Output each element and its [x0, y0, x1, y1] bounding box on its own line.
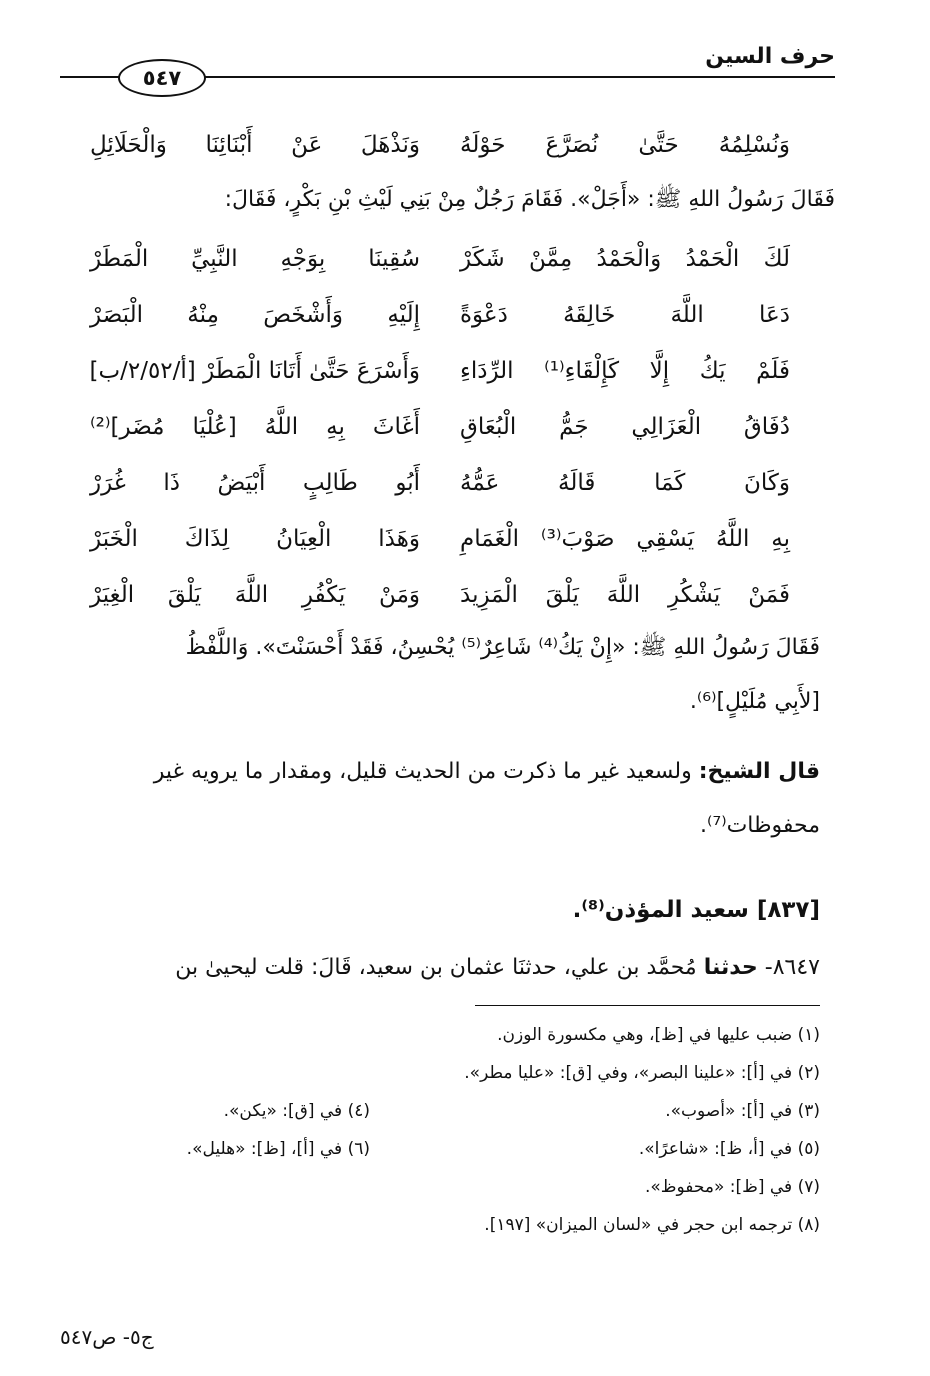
verse-hemistich-right: وَكَانَ كَمَا قَالَهُ عَمُّهُ	[460, 470, 790, 496]
hadith-paragraph	[55, 948, 820, 988]
verse	[90, 460, 790, 506]
page-number: ٥٤٧	[118, 59, 206, 97]
footnote: (٤) في [ق]: «يكن».	[223, 1101, 370, 1121]
verse-hemistich-right: لَكَ الْحَمْدُ وَالْحَمْدُ مِمَّنْ شَكَرْ	[460, 246, 790, 272]
verse	[90, 348, 790, 394]
hadith-label: حدثنا	[703, 955, 758, 980]
verse-hemistich-left: سُقِينَا بِوَجْهِ النَّبِيِّ الْمَطَرْ	[90, 246, 420, 272]
verse-hemistich-left: أَبُو طَالِبٍ أَبْيَضُ ذَا غُرَرْ	[90, 470, 420, 496]
footnote: (٢) في [أ]: «علينا البصر»، وفي [ق]: «عليا مطر».	[464, 1063, 820, 1083]
footnote: (٧) في [ظ]: «محفوظ».	[644, 1177, 820, 1197]
verse	[90, 292, 790, 338]
footnote: (٥) في [أ، ظ]: «شاعرًا».	[638, 1139, 820, 1159]
verse-hemistich-left: وَأَسْرَعَ حَتَّىٰ أَتَانَا الْمَطَرْ [أ/٢/٥٢/ب]	[89, 358, 420, 384]
verse-hemistich-left: إِلَيْهِ وَأَشْخَصَ مِنْهُ الْبَصَرْ	[90, 302, 420, 328]
footer-reference: ج٥- ص٥٤٧	[60, 1325, 154, 1349]
verse-hemistich-right: فَمَنْ يَشْكُرِ اللَّهَ يَلْقَ الْمَزِيدَ	[460, 582, 790, 608]
verse	[90, 122, 790, 168]
prose-line: فَقَالَ رَسُولُ اللهِ ﷺ: «إِنْ يَكُ⁽⁴⁾ شَاعِرٌ⁽⁵⁾ يُحْسِنُ، فَقَدْ أَحْسَنْتَ». وَاللَّفْظُ	[185, 635, 820, 660]
verse	[90, 572, 790, 618]
sheikh-label: قال الشيخ:	[698, 759, 820, 784]
verse-hemistich-left: أَغَاثَ بِهِ اللَّهُ [عُلْيَا مُضَر]⁽²⁾	[90, 414, 420, 440]
prose-line: [لأَبِي مُلَيْلٍ]⁽⁶⁾.	[689, 689, 820, 714]
chapter-title: حرف السين	[705, 44, 835, 69]
prose-line: فَقَالَ رَسُولُ اللهِ ﷺ: «أَجَلْ». فَقَامَ رَجُلٌ مِنْ بَنِي لَيْثِ بْنِ بَكْرٍ، فَقَالَ:	[224, 187, 835, 212]
sheikh-text: ولسعيد غير ما ذكرت من الحديث قليل، ومقدار ما يرويه غير	[153, 759, 699, 784]
verse-hemistich-right: دَعَا اللَّهَ خَالِقَهُ دَعْوَةً	[460, 302, 790, 328]
prose-line: محفوظات⁽⁷⁾.	[699, 813, 820, 838]
footnote: (٣) في [أ]: «أصوب».	[665, 1101, 820, 1121]
verse	[90, 236, 790, 282]
hadith-number: ٨٦٤٧-	[764, 955, 820, 980]
sheikh-paragraph	[55, 752, 820, 792]
verse-hemistich-right: بِهِ اللَّهُ يَسْقِي صَوْبَ⁽³⁾ الْغَمَامِ	[460, 526, 790, 552]
footnote: (٨) ترجمه ابن حجر في «لسان الميزان» [١٩٧].	[484, 1215, 820, 1235]
verse	[90, 404, 790, 450]
footnote-rule	[475, 1005, 820, 1006]
footnote: (٦) في [أ]، [ظ]: «هليل».	[186, 1139, 370, 1159]
footnote: (١) ضبب عليها في [ظ]، وهي مكسورة الوزن.	[497, 1025, 820, 1045]
verse-hemistich-left: وَنَذْهَلَ عَنْ أَبْنَائِنَا وَالْحَلَائِلِ	[90, 132, 420, 158]
hadith-text: مُحمَّد بن علي، حدثنَا عثمان بن سعيد، قَالَ: قلت ليحيىٰ بن	[175, 955, 704, 980]
verse-hemistich-right: وَنُسْلِمُهُ حَتَّىٰ نُصَرَّعَ حَوْلَهُ	[460, 132, 790, 158]
verse-hemistich-left: وَمَنْ يَكْفُرِ اللَّهَ يَلْقَ الْغِيَرْ	[90, 582, 420, 608]
verse-hemistich-right: دُفَاقُ الْعَزَالِي جَمُّ الْبُعَاقِ	[460, 414, 790, 440]
verse-hemistich-left: وَهَذَا الْعِيَانُ لِذَاكَ الْخَبَرْ	[90, 526, 420, 552]
verse-hemistich-right: فَلَمْ يَكُ إِلَّا كَإِلْقَاءِ⁽¹⁾ الرِّدَاءِ	[460, 358, 790, 384]
section-heading: [٨٣٧] سعيد المؤذن⁽⁸⁾.	[572, 897, 820, 923]
verse	[90, 516, 790, 562]
